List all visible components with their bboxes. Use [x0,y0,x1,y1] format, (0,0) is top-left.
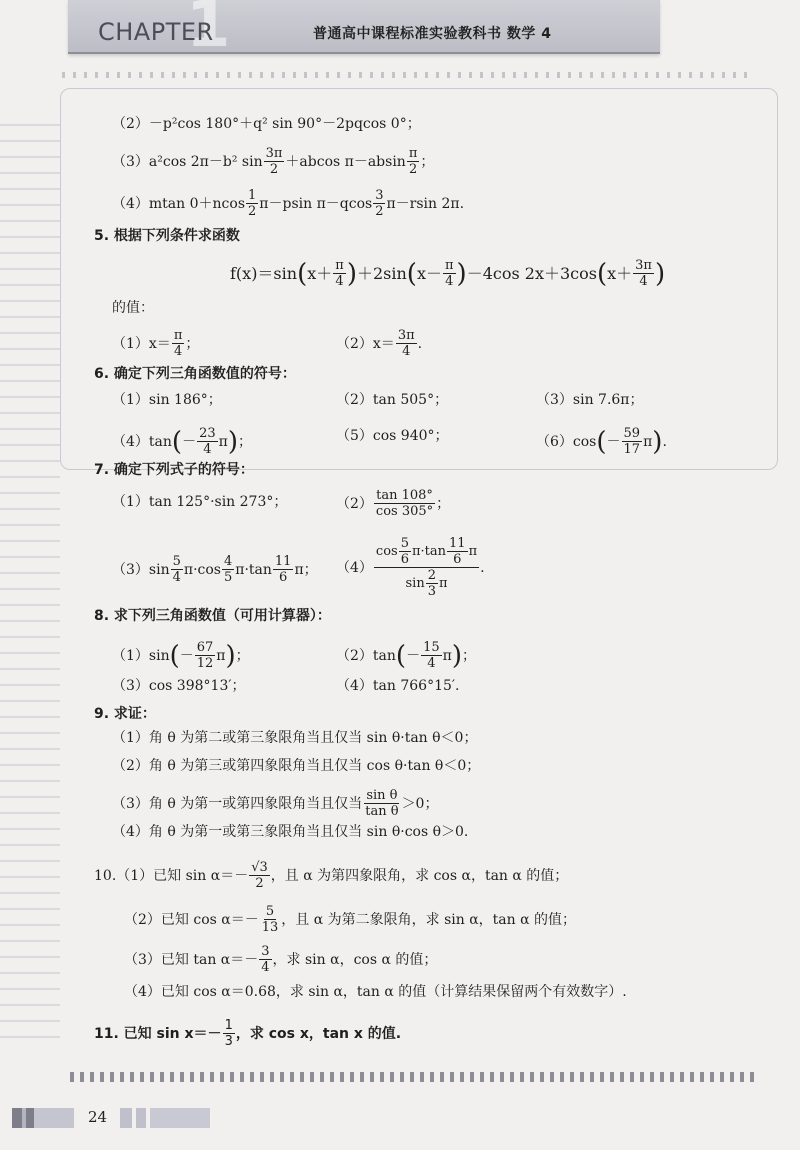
text: （4）tan [112,433,172,450]
ex6-part6 [536,426,667,457]
fraction [399,536,411,567]
numerator: 5 [265,904,275,919]
numerator: tan 108° [376,488,433,503]
text: ＋abcos π－absin [285,153,406,170]
denominator: 12 [196,656,214,671]
denominator: 4 [445,274,454,289]
text: （1）x＝ [112,335,171,352]
denominator: 4 [335,274,344,289]
text: ； [185,335,200,352]
text: 11. 已知 sin x＝－ [94,1025,222,1042]
numerator: √3 [251,860,268,875]
ex5-title: 5. 根据下列条件求函数 [94,228,240,244]
text: ； [237,433,252,450]
numerator: π [335,258,344,273]
text: ＋2sin [356,263,407,283]
fraction [373,188,385,219]
ex7-part3 [112,554,318,585]
ex5-part1 [112,328,199,359]
paren: ( [171,426,183,457]
fraction [447,536,468,567]
text: x＋ [307,263,333,283]
denominator: tan θ [365,804,399,819]
denominator: 6 [453,552,462,567]
ex8-part3: （3）cos 398°13′； [112,678,246,694]
fraction [443,258,456,289]
text: － [606,433,621,450]
ex7-part4 [336,536,485,599]
fraction [333,258,346,289]
book-title: 普通高中课程标准实验教科书 数学 4 [313,26,552,42]
denominator: 3 [427,584,436,599]
denominator: 2 [255,876,264,891]
ex4-part3 [112,146,434,177]
text: ； [235,647,250,664]
denominator: 4 [173,344,183,359]
numerator: 23 [199,426,216,441]
fraction [421,640,442,671]
text: π [216,647,226,664]
ex7-part2 [336,488,450,519]
text: ； [461,647,476,664]
compound-numerator [374,536,479,568]
denominator: 5 [223,570,233,585]
denominator: 4 [402,344,411,359]
text: f(x)＝sin [230,263,298,283]
numerator: 67 [196,640,214,655]
ex5-function [230,258,665,289]
fraction [197,426,218,457]
text: π； [294,561,318,578]
ex7-title: 7. 确定下列式子的符号： [94,462,254,478]
text: （1）sin [112,647,170,664]
denominator: 4 [427,656,436,671]
text: x－ [416,263,442,283]
fraction [622,426,643,457]
denominator: 3 [224,1034,233,1049]
text: －4cos 2x＋3cos [466,263,597,283]
ex4-part2: （2）－p²cos 180°＋q² sin 90°－2pqcos 0°； [112,116,421,132]
denominator: 4 [261,960,270,975]
paren: ( [596,258,608,289]
text: （3）sin [112,561,170,578]
compound-denominator [404,568,450,599]
fraction [172,328,185,359]
compound-fraction [374,536,479,599]
ex9-title: 9. 求证： [94,706,156,722]
chapter-number: 1 [186,0,231,62]
numerator: sin θ [366,788,398,803]
paren: ( [395,640,407,671]
denominator: 6 [400,552,409,567]
text: π [438,575,448,591]
denominator: 2 [408,162,418,177]
ex9-part2: （2）角 θ 为第三或第四象限角当且仅当 cos θ·tan θ＜0； [112,758,481,774]
text: π－rsin 2π. [386,195,465,212]
text: － [406,647,421,664]
ex11 [94,1018,401,1049]
fraction [246,188,258,219]
ex5-part2 [336,328,422,359]
text: （3）角 θ 为第一或第四象限角当且仅当 [112,795,363,812]
denominator: 2 [269,162,279,177]
denominator: 4 [203,442,212,457]
text: x＋ [607,263,633,283]
paren: ) [456,258,467,289]
numerator: 4 [223,554,233,569]
ex6-title: 6. 确定下列三角函数值的符号： [94,366,296,382]
ex8-part2 [336,640,476,671]
text: ，求 cos x，tan x 的值. [235,1025,402,1042]
numerator: 3π [635,258,652,273]
denominator: cos 305° [375,504,434,519]
fraction [195,640,216,671]
denominator: 4 [639,274,648,289]
text: π [218,433,228,450]
ex7-part1: （1）tan 125°·sin 273°； [112,494,288,510]
denominator: 6 [279,570,288,585]
numerator: 3π [265,146,283,161]
ex10-part1 [94,860,568,891]
footer-bar-left [12,1108,74,1128]
text: （2） [336,495,373,512]
fraction [260,904,281,935]
page-header [68,0,660,62]
footer-bar-right [120,1108,210,1128]
text: 10.（1）已知 sin α＝－ [94,867,249,884]
numerator: 3 [261,944,270,959]
numerator: 11 [274,554,292,569]
ex6-part2: （2）tan 505°； [336,392,449,408]
text: － [179,647,194,664]
page-number: 24 [88,1108,108,1126]
numerator: 2 [427,568,436,583]
fraction [222,554,234,585]
ex8-title: 8. 求下列三角函数值（可用计算器）： [94,608,331,624]
text: （2）x＝ [336,335,395,352]
ex10-part3 [124,944,437,975]
paren: ( [297,258,308,289]
fraction [426,568,438,599]
denominator: 2 [248,204,257,219]
text: π [643,433,653,450]
top-dash-border [62,72,752,78]
text: （2）tan [336,647,396,664]
numerator: 59 [623,426,641,441]
paren: ) [451,640,462,671]
left-margin-decoration [0,110,60,1040]
text: ＞0； [401,795,439,812]
text: （3）已知 tan α＝－ [124,951,259,968]
numerator: 3π [397,328,415,343]
denominator: 4 [172,570,181,585]
ex6-part3: （3）sin 7.6π； [536,392,644,408]
paren: ) [346,258,357,289]
fraction [249,860,270,891]
text: cos [375,543,398,559]
text: ； [436,495,451,512]
ex9-part3 [112,788,438,819]
text: sin [405,575,425,591]
fraction [363,788,400,819]
denominator: 17 [623,442,641,457]
text: ； [420,153,435,170]
numerator: 5 [400,536,409,551]
paren: ( [596,426,607,457]
ex6-part4 [112,426,252,457]
ex10-part2 [124,904,576,935]
text: π [442,647,452,664]
numerator: π [408,146,418,161]
fraction [259,944,271,975]
numerator: π [173,328,183,343]
text: . [662,433,667,450]
text: . [417,335,423,352]
text: π·cos [183,561,221,578]
fraction [171,554,183,585]
numerator: 3 [375,188,384,203]
text: π·tan [411,543,447,559]
text: π·tan [235,561,272,578]
paren: ) [227,426,238,457]
paren: ( [406,258,417,289]
text: － [182,433,197,450]
ex9-part1: （1）角 θ 为第二或第三象限角当且仅当 sin θ·tan θ＜0； [112,730,478,746]
text: （4） [336,559,373,576]
text: ，且 α 为第二象限角，求 sin α，tan α 的值； [281,911,576,928]
fraction [633,258,654,289]
fraction [273,554,294,585]
fraction [407,146,420,177]
fraction [223,1018,235,1049]
ex8-part4: （4）tan 766°15′. [336,678,460,694]
text: （6）cos [536,433,597,450]
numerator: π [444,258,454,273]
ex8-part1 [112,640,250,671]
ex6-part1: （1）sin 186°； [112,392,222,408]
paren: ) [225,640,236,671]
ex5-value-label: 的值： [112,300,154,316]
numerator: 1 [248,188,257,203]
fraction [264,146,285,177]
bottom-dash-border [70,1072,760,1082]
chapter-label: CHAPTER [98,18,214,46]
paren: ) [654,258,666,289]
numerator: 11 [449,536,466,551]
paren: ) [652,426,663,457]
ex4-part4 [112,188,464,219]
text: （2）已知 cos α＝－ [124,911,259,928]
text: π [468,543,478,559]
numerator: 15 [423,640,440,655]
ex6-part5: （5）cos 940°； [336,428,449,444]
fraction [374,488,435,519]
denominator: 13 [261,920,279,935]
text: . [480,559,485,576]
denominator: 2 [375,204,384,219]
text: （3）a²cos 2π－b² sin [112,153,263,170]
text: ，求 sin α，cos α 的值； [272,951,438,968]
text: π－psin π－qcos [259,195,373,212]
fraction [396,328,417,359]
ex10-part4: （4）已知 cos α＝0.68，求 sin α，tan α 的值（计算结果保留两个有效数字）. [124,984,627,1000]
ex9-part4: （4）角 θ 为第一或第三象限角当且仅当 sin θ·cos θ＞0. [112,824,469,840]
text: （4）mtan 0＋ncos [112,195,245,212]
paren: ( [169,640,180,671]
numerator: 5 [172,554,181,569]
numerator: 1 [224,1018,233,1033]
text: ，且 α 为第四象限角，求 cos α，tan α 的值； [270,867,569,884]
